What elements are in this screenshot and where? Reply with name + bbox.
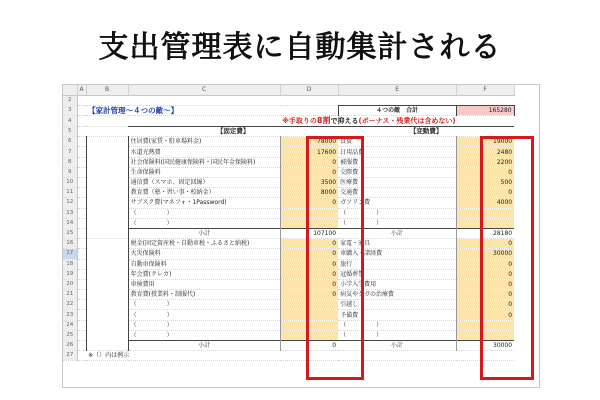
- cell-a[interactable]: [77, 239, 86, 249]
- expense-sheet-grid: [63, 85, 515, 361]
- fixed-cost-item[interactable]: 教育費(授業料・制服代): [128, 290, 280, 300]
- fixed-cost-amount[interactable]: 0: [280, 249, 338, 259]
- column-header-e[interactable]: E: [338, 85, 456, 95]
- empty-cell[interactable]: [338, 351, 456, 361]
- variable-cost-amount[interactable]: 2480: [456, 147, 514, 157]
- row-number[interactable]: 26: [63, 341, 77, 351]
- variable-cost-item[interactable]: （ ）: [338, 330, 456, 340]
- cell-a[interactable]: [77, 249, 86, 259]
- fixed-cost-item[interactable]: 車検費用: [128, 279, 280, 289]
- variable-cost-amount[interactable]: [456, 320, 514, 330]
- summary-total-value[interactable]: 165280: [456, 105, 514, 115]
- sheet-row-25: [63, 330, 514, 340]
- fixed-cost-item[interactable]: 水道光熱費: [128, 147, 280, 157]
- sheet-row-7: [63, 147, 514, 157]
- sheet-row-17: [63, 249, 514, 259]
- sheet-row-15: [63, 228, 514, 238]
- example-footnote[interactable]: ※（）内は例示: [86, 351, 280, 361]
- empty-cell[interactable]: [338, 95, 456, 105]
- row-number[interactable]: 20: [63, 279, 77, 289]
- fixed-cost-item[interactable]: 住居費(家賃・駐車場料金): [128, 137, 280, 147]
- row-number[interactable]: 19: [63, 269, 77, 279]
- cell-a[interactable]: [77, 157, 86, 167]
- note-part-4: (ボーナス・残業代は含めない): [358, 117, 456, 126]
- sheet-row-14: [63, 218, 514, 228]
- row-number[interactable]: 13: [63, 208, 77, 218]
- empty-cell[interactable]: [456, 95, 514, 105]
- fixed-cost-header[interactable]: 【固定費】: [128, 127, 338, 137]
- fixed-cost-amount[interactable]: [280, 310, 338, 320]
- cell-a[interactable]: [77, 341, 86, 351]
- cell-a[interactable]: [77, 95, 86, 105]
- variable-cost-item[interactable]: （ ）: [338, 320, 456, 330]
- sheet-row-6: [63, 137, 514, 147]
- column-header-row: [63, 85, 514, 95]
- variable-cost-amount[interactable]: 2200: [456, 157, 514, 167]
- cell-a[interactable]: [77, 178, 86, 188]
- row-number[interactable]: 15: [63, 228, 77, 238]
- fixed-cost-amount[interactable]: 0: [280, 167, 338, 177]
- fixed-subtotal-value[interactable]: 0: [280, 341, 338, 351]
- empty-cell[interactable]: [86, 95, 128, 105]
- sheet-row-18: [63, 259, 514, 269]
- variable-cost-amount[interactable]: 0: [456, 300, 514, 310]
- row-number[interactable]: 25: [63, 330, 77, 340]
- fixed-cost-amount[interactable]: 0: [280, 198, 338, 208]
- column-header-c[interactable]: C: [128, 85, 280, 95]
- note-part-1: ※手取りの: [282, 117, 317, 126]
- sheet-title[interactable]: 【家計管理～４つの敵～】: [86, 105, 338, 115]
- fixed-subtotal-label[interactable]: 小計: [128, 341, 280, 351]
- cell-a[interactable]: [77, 147, 86, 157]
- sheet-row-11: [63, 188, 514, 198]
- variable-cost-amount[interactable]: 0: [456, 269, 514, 279]
- fixed-cost-item[interactable]: （ ）: [128, 300, 280, 310]
- variable-cost-item[interactable]: 日用品費: [338, 147, 456, 157]
- fixed-cost-amount[interactable]: 17600: [280, 147, 338, 157]
- fixed-cost-amount[interactable]: [280, 208, 338, 218]
- row-number[interactable]: 5: [63, 127, 77, 137]
- fixed-cost-item[interactable]: サブスク費(マネフォ・1Password): [128, 198, 280, 208]
- cell-a[interactable]: [77, 208, 86, 218]
- cell-a[interactable]: [77, 198, 86, 208]
- cell-c[interactable]: [128, 116, 280, 127]
- sheet-row-23: [63, 310, 514, 320]
- sheet-row-2: [63, 95, 514, 105]
- variable-cost-item[interactable]: ガソリン費: [338, 198, 456, 208]
- column-header-f[interactable]: F: [456, 85, 514, 95]
- row-number[interactable]: 24: [63, 320, 77, 330]
- sheet-row-9: [63, 167, 514, 177]
- fixed-cost-amount[interactable]: [280, 300, 338, 310]
- empty-cell[interactable]: [456, 351, 514, 361]
- variable-cost-item[interactable]: 医療費: [338, 178, 456, 188]
- row-number[interactable]: 18: [63, 259, 77, 269]
- cell-a[interactable]: [77, 105, 86, 115]
- cell-a[interactable]: [77, 320, 86, 330]
- row-number[interactable]: 23: [63, 310, 77, 320]
- cell-a[interactable]: [77, 330, 86, 340]
- variable-cost-item[interactable]: 家電・家具: [338, 239, 456, 249]
- variable-cost-item[interactable]: 予備費: [338, 310, 456, 320]
- empty-cell[interactable]: [280, 95, 338, 105]
- variable-cost-item[interactable]: 交際費: [338, 167, 456, 177]
- variable-cost-item[interactable]: （ ）: [338, 208, 456, 218]
- variable-cost-item[interactable]: 車購入・諸経費: [338, 249, 456, 259]
- column-header-a[interactable]: A: [77, 85, 86, 95]
- row-number[interactable]: 21: [63, 290, 77, 300]
- row-number[interactable]: 14: [63, 218, 77, 228]
- variable-cost-amount[interactable]: 0: [456, 188, 514, 198]
- row-number[interactable]: 10: [63, 178, 77, 188]
- variable-cost-amount[interactable]: 19000: [456, 137, 514, 147]
- variable-cost-amount[interactable]: 0: [456, 279, 514, 289]
- cell-a[interactable]: [77, 218, 86, 228]
- spreadsheet: [62, 84, 540, 388]
- fixed-cost-item[interactable]: 社会保険料(国民健康保険料・国民年金保険料): [128, 157, 280, 167]
- fixed-cost-item[interactable]: （ ）: [128, 208, 280, 218]
- variable-cost-header[interactable]: 【変動費】: [338, 127, 514, 137]
- variable-cost-amount[interactable]: [456, 208, 514, 218]
- fixed-cost-amount[interactable]: 0: [280, 290, 338, 300]
- row-number[interactable]: 6: [63, 137, 77, 147]
- fixed-cost-amount[interactable]: 0: [280, 259, 338, 269]
- sheet-row-26: [63, 341, 514, 351]
- variable-cost-amount[interactable]: 500: [456, 178, 514, 188]
- variable-cost-item[interactable]: （ ）: [338, 218, 456, 228]
- fixed-cost-item[interactable]: 税金(固定資産税・自動車税・ふるさと納税): [128, 239, 280, 249]
- cell-a[interactable]: [77, 290, 86, 300]
- sheet-row-24: [63, 320, 514, 330]
- variable-cost-amount[interactable]: [456, 330, 514, 340]
- fixed-cost-item[interactable]: 生命保険料: [128, 167, 280, 177]
- variable-cost-amount[interactable]: 4000: [456, 198, 514, 208]
- row-number[interactable]: 12: [63, 198, 77, 208]
- sheet-row-16: [63, 239, 514, 249]
- fixed-cost-amount[interactable]: 0: [280, 157, 338, 167]
- cell-a[interactable]: [77, 310, 86, 320]
- column-header-b[interactable]: B: [86, 85, 128, 95]
- cell-a[interactable]: [77, 351, 86, 361]
- fixed-cost-item[interactable]: （ ）: [128, 218, 280, 228]
- cell-a[interactable]: [77, 188, 86, 198]
- fixed-subtotal-label[interactable]: 小計: [128, 228, 280, 238]
- empty-cell[interactable]: [280, 351, 338, 361]
- corner-cell[interactable]: [63, 85, 77, 95]
- sheet-row-4: [63, 116, 514, 127]
- fixed-cost-amount[interactable]: 0: [280, 279, 338, 289]
- summary-label[interactable]: ４つの敵 合計: [338, 105, 456, 115]
- sheet-row-21: [63, 290, 514, 300]
- variable-cost-item[interactable]: 旅行: [338, 259, 456, 269]
- row-number[interactable]: 4: [63, 116, 77, 127]
- cell-a[interactable]: [77, 116, 86, 127]
- cell-a[interactable]: [77, 228, 86, 238]
- slide-headline: 支出管理表に自動集計される: [98, 30, 502, 65]
- fixed-cost-amount[interactable]: [280, 320, 338, 330]
- fixed-cost-item[interactable]: 火災保険料: [128, 249, 280, 259]
- row-number[interactable]: 11: [63, 188, 77, 198]
- cell-b[interactable]: [86, 127, 128, 137]
- empty-cell[interactable]: [128, 95, 280, 105]
- variable-cost-amount[interactable]: 0: [456, 290, 514, 300]
- variable-cost-item[interactable]: 小学入学費用: [338, 279, 456, 289]
- fixed-cost-item[interactable]: （ ）: [128, 310, 280, 320]
- fixed-cost-item[interactable]: 通信費（スマホ、固定回線）: [128, 178, 280, 188]
- row-number[interactable]: 2: [63, 95, 77, 105]
- fixed-cost-item[interactable]: 年会費(クレカ): [128, 269, 280, 279]
- variable-cost-amount[interactable]: 0: [456, 259, 514, 269]
- variable-cost-item[interactable]: 交通費: [338, 188, 456, 198]
- fixed-cost-item[interactable]: 自動車保険料: [128, 259, 280, 269]
- variable-subtotal-label[interactable]: 小計: [338, 228, 456, 238]
- variable-subtotal-value[interactable]: 28180: [456, 228, 514, 238]
- sheet-row-22: [63, 300, 514, 310]
- row-number[interactable]: 27: [63, 351, 77, 361]
- variable-cost-amount[interactable]: 0: [456, 239, 514, 249]
- fixed-cost-amount[interactable]: [280, 218, 338, 228]
- fixed-cost-amount[interactable]: 3500: [280, 178, 338, 188]
- fixed-subtotal-value[interactable]: 107100: [280, 228, 338, 238]
- budget-rule-note[interactable]: [280, 116, 514, 127]
- fixed-cost-amount[interactable]: 78000: [280, 137, 338, 147]
- fixed-cost-amount[interactable]: 0: [280, 269, 338, 279]
- group-label-irregular[interactable]: [86, 239, 128, 351]
- row-number[interactable]: 17: [63, 249, 77, 259]
- cell-a[interactable]: [77, 167, 86, 177]
- fixed-cost-amount[interactable]: 0: [280, 239, 338, 249]
- variable-cost-item[interactable]: 被服費: [338, 157, 456, 167]
- sheet-row-19: [63, 269, 514, 279]
- row-number[interactable]: 7: [63, 147, 77, 157]
- cell-a[interactable]: [77, 127, 86, 137]
- variable-cost-item[interactable]: 冠婚葬祭: [338, 269, 456, 279]
- cell-a[interactable]: [77, 279, 86, 289]
- sheet-row-27: [63, 351, 514, 361]
- fixed-cost-amount[interactable]: [280, 330, 338, 340]
- row-number[interactable]: 8: [63, 157, 77, 167]
- cell-b[interactable]: [86, 116, 128, 127]
- variable-cost-amount[interactable]: 0: [456, 167, 514, 177]
- row-number[interactable]: 16: [63, 239, 77, 249]
- variable-subtotal-value[interactable]: 30000: [456, 341, 514, 351]
- fixed-cost-item[interactable]: 教育費（塾・習い事・校納金）: [128, 188, 280, 198]
- note-part-2: 8割: [316, 116, 331, 126]
- cell-a[interactable]: [77, 137, 86, 147]
- column-header-d[interactable]: D: [280, 85, 338, 95]
- variable-cost-item[interactable]: 病気やケガの治療費: [338, 290, 456, 300]
- cell-a[interactable]: [77, 259, 86, 269]
- variable-cost-amount[interactable]: 30000: [456, 249, 514, 259]
- sheet-row-12: [63, 198, 514, 208]
- cell-a[interactable]: [77, 269, 86, 279]
- group-label-monthly[interactable]: [86, 137, 128, 239]
- fixed-cost-item[interactable]: （ ）: [128, 330, 280, 340]
- sheet-row-8: [63, 157, 514, 167]
- fixed-cost-item[interactable]: （ ）: [128, 320, 280, 330]
- variable-cost-item[interactable]: 食費: [338, 137, 456, 147]
- fixed-cost-amount[interactable]: 8000: [280, 188, 338, 198]
- sheet-row-3: [63, 105, 514, 115]
- variable-subtotal-label[interactable]: 小計: [338, 341, 456, 351]
- sheet-row-20: [63, 279, 514, 289]
- row-number[interactable]: 3: [63, 105, 77, 115]
- sheet-row-5: [63, 127, 514, 137]
- note-part-3: で抑える: [330, 117, 359, 126]
- sheet-row-13: [63, 208, 514, 218]
- sheet-row-10: [63, 178, 514, 188]
- variable-cost-amount[interactable]: [456, 218, 514, 228]
- row-number[interactable]: 22: [63, 300, 77, 310]
- cell-a[interactable]: [77, 300, 86, 310]
- variable-cost-amount[interactable]: 0: [456, 310, 514, 320]
- row-number[interactable]: 9: [63, 167, 77, 177]
- variable-cost-item[interactable]: 引越し: [338, 300, 456, 310]
